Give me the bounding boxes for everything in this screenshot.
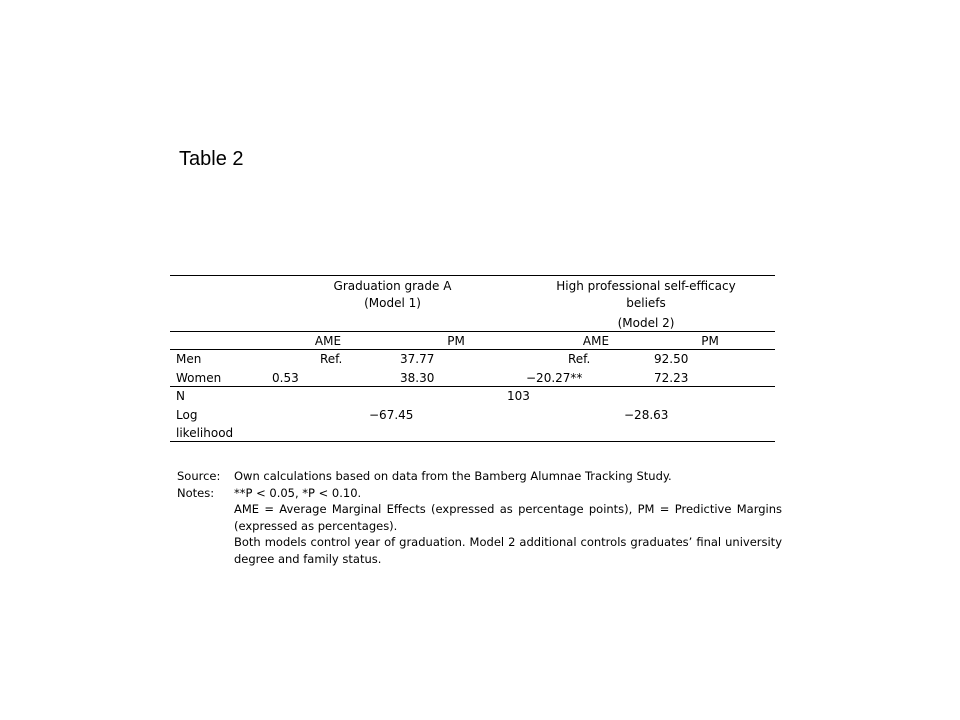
men-pm1: 37.77	[400, 352, 435, 366]
header-rule	[170, 331, 775, 332]
sub-header-pm1: PM	[447, 334, 465, 348]
table-notes	[177, 468, 782, 567]
group1-header-line2: (Model 1)	[364, 296, 421, 310]
women-pm1: 38.30	[400, 371, 435, 385]
note-abbrev-row	[177, 501, 782, 534]
row-label-loglik-line1: Log	[176, 408, 198, 422]
note-controls-row	[177, 534, 782, 567]
men-pm2: 92.50	[654, 352, 689, 366]
source-label: Source:	[177, 469, 221, 483]
sub-header-pm2: PM	[701, 334, 719, 348]
body-rule	[170, 386, 775, 387]
women-ame2: −20.27**	[526, 371, 583, 385]
row-label-loglik-line2: likelihood	[176, 426, 234, 440]
table-top-rule	[170, 275, 775, 276]
group2-header-line2: beliefs	[626, 296, 666, 310]
women-ame1: 0.53	[272, 371, 299, 385]
sub-header-ame1: AME	[314, 334, 342, 348]
notes-label: Notes:	[177, 485, 215, 500]
row-label-women: Women	[176, 371, 222, 385]
men-ame1: Ref.	[320, 352, 343, 366]
row-label-men: Men	[176, 352, 202, 366]
group1-header-line1: Graduation grade A	[333, 279, 452, 293]
group2-header-line1: High professional self-efficacy	[556, 279, 736, 293]
source-text: Own calculations based on data from the Bamberg Alumnae Tracking Study.	[234, 469, 672, 483]
note-significance: **P < 0.05, *P < 0.10.	[234, 485, 362, 500]
women-pm2: 72.23	[654, 371, 689, 385]
source-row	[177, 468, 782, 485]
group2-header-line3: (Model 2)	[617, 316, 675, 330]
row-label-n: N	[176, 389, 185, 403]
loglik-model1: −67.45	[369, 408, 414, 422]
loglik-model2: −28.63	[624, 408, 669, 422]
n-value: 103	[507, 389, 530, 403]
notes-row	[177, 485, 782, 502]
note-abbreviations: AME = Average Marginal Effects (expressed as percentage points), PM = Predictive Margins (expressed as percentages).	[234, 502, 782, 533]
men-ame2: Ref.	[568, 352, 591, 366]
table-bottom-rule	[170, 441, 775, 442]
sub-header-ame2: AME	[582, 334, 610, 348]
note-controls: Both models control year of graduation. Model 2 additional controls graduates’ final university degree and family status.	[234, 535, 782, 566]
table-title: Table 2	[179, 148, 244, 170]
subheader-rule	[170, 349, 775, 350]
